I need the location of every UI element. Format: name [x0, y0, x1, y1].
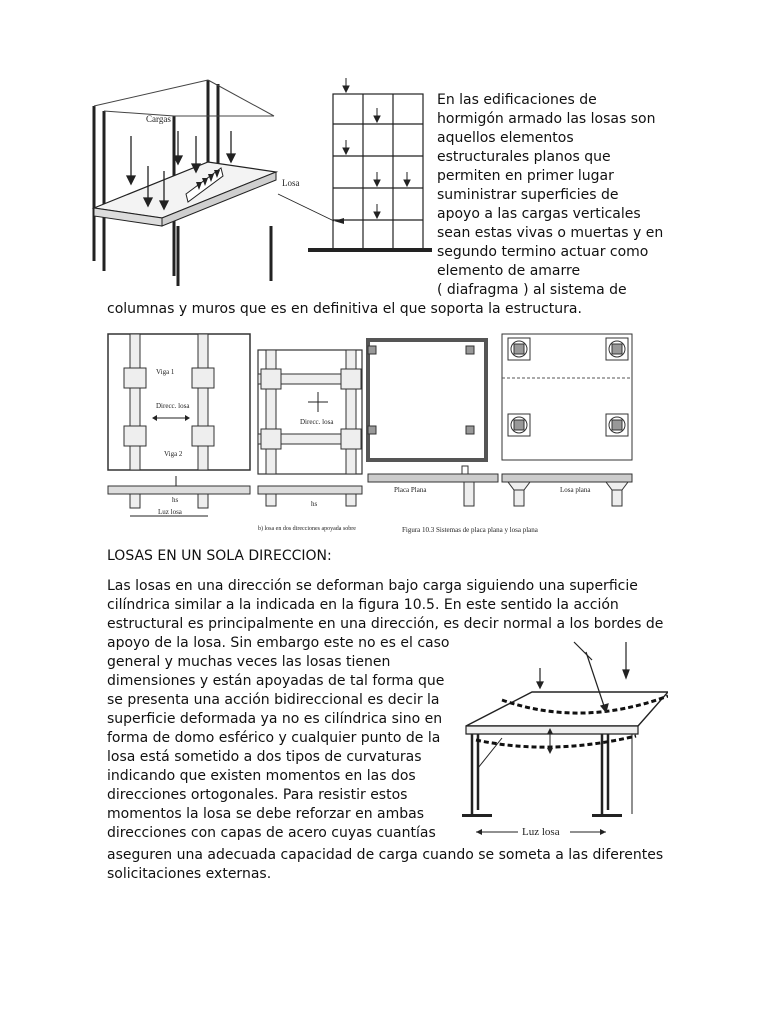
- para2-wrap-2: dimensiones y están apoyadas de tal forma que: [107, 673, 445, 689]
- para2-wrap-6: losa está sometido a dos tipos de curvaturas: [107, 749, 422, 765]
- caption-b: b) losa en dos direcciones apoyada sobre: [258, 526, 356, 532]
- para2-line-1: Las losas en una dirección se deforman bajo carga siguiendo una superficie: [107, 578, 638, 594]
- slab-loads-drawing: [86, 76, 432, 292]
- para2-wrap: [107, 653, 457, 843]
- intro-line-2: hormigón armado las losas son: [437, 111, 656, 127]
- intro-line-11: ( diafragma ) al sistema de: [437, 282, 627, 298]
- section-heading: LOSAS EN UN SOLA DIRECCION:: [107, 548, 332, 564]
- para2-line-2: cilíndrica similar a la indicada en la figura 10.5. En este sentido la acción: [107, 597, 619, 613]
- para2-wrap-3: se presenta una acción bidireccional es decir la: [107, 692, 440, 708]
- para2-end-1: aseguren una adecuada capacidad de carga cuando se someta a las diferentes: [107, 847, 664, 863]
- intro-line-7: apoyo a las cargas verticales: [437, 206, 641, 222]
- intro-line-1: En las edificaciones de: [437, 92, 597, 108]
- label-luz-losa-a: Luz losa: [158, 508, 182, 516]
- para2-wrap-7: indicando que existen momentos en las dos: [107, 768, 416, 784]
- label-placa-plana: Placa Plana: [394, 486, 427, 494]
- para2-wrap-5: forma de domo esférico y cualquier punto de la: [107, 730, 441, 746]
- caption-fig-10-3: Figura 10.3 Sistemas de placa plana y losa plana: [402, 526, 538, 534]
- label-hs-b: hs: [311, 500, 318, 508]
- para2-wrap-1: general y muchas veces las losas tienen: [107, 654, 391, 670]
- intro-line-3: aquellos elementos: [437, 130, 574, 146]
- slab-plans-drawing: [106, 330, 634, 536]
- intro-line-4: estructurales planos que: [437, 149, 611, 165]
- label-hs-a: hs: [172, 496, 179, 504]
- figure-slab-plans: [106, 330, 634, 536]
- label-direcc-losa-b: Direcc. losa: [300, 418, 334, 426]
- intro-paragraph: [437, 91, 727, 300]
- label-direcc-losa-a: Direcc. losa: [156, 402, 190, 410]
- figure-slab-loads: [86, 76, 432, 292]
- para2-wrap-4: superficie deformada ya no es cilíndrica sino en: [107, 711, 443, 727]
- para2-wrap-8: direcciones ortogonales. Para resistir estos: [107, 787, 408, 803]
- slab-deflection-drawing: [462, 638, 668, 844]
- para2-end-2: solicitaciones externas.: [107, 866, 272, 882]
- intro-line-6: suministrar superficies de: [437, 187, 619, 203]
- para2-line-3: estructural es principalmente en una dirección, es decir normal a los bordes de: [107, 616, 664, 632]
- para2-end: [107, 846, 707, 884]
- para2-line-4: apoyo de la losa. Sin embargo este no es el caso: [107, 635, 450, 651]
- intro-line-10: elemento de amarre: [437, 263, 581, 279]
- figure-slab-deflection: [462, 638, 668, 844]
- label-luz-losa-bottom: Luz losa: [522, 826, 560, 838]
- para2-wrap-9: momentos la losa se debe reforzar en ambas: [107, 806, 424, 822]
- intro-line-5: permiten en primer lugar: [437, 168, 614, 184]
- label-losa: Losa: [282, 178, 300, 188]
- label-viga-2: Viga 2: [164, 450, 183, 458]
- label-losa-plana: Losa plana: [560, 486, 591, 494]
- intro-line-8: sean estas vivas o muertas y en: [437, 225, 664, 241]
- label-viga-1: Viga 1: [156, 368, 175, 376]
- para2-wrap-10: direcciones con capas de acero cuyas cuantías: [107, 825, 436, 841]
- intro-line-9: segundo termino actuar como: [437, 244, 649, 260]
- label-cargas: Cargas: [146, 114, 171, 124]
- intro-line-12: columnas y muros que es en definitiva el que soporta la estructura.: [107, 301, 582, 317]
